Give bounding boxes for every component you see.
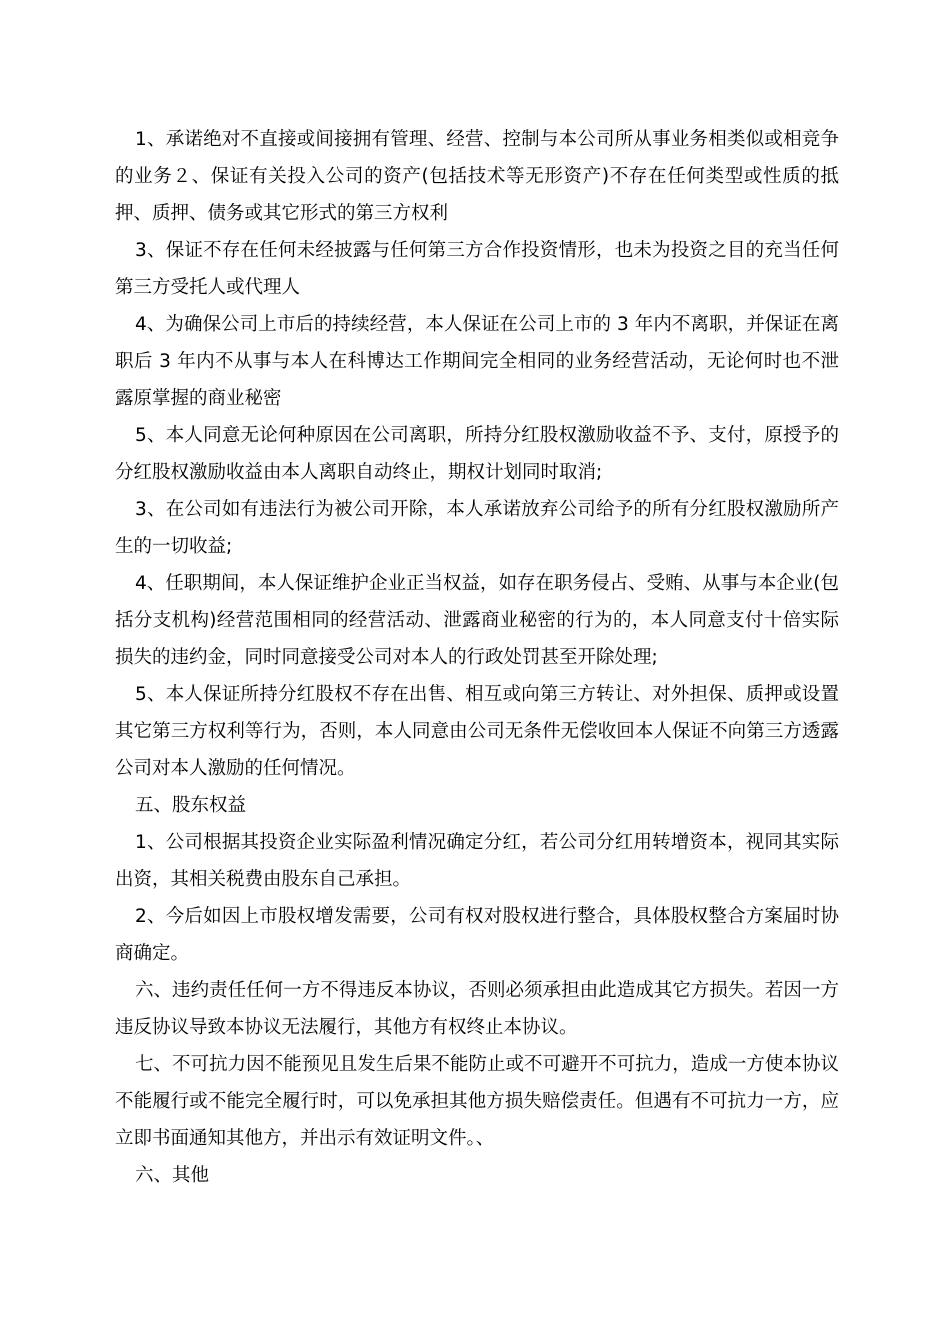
paragraph-share-restriction: 5、本人保证所持分红股权不存在出售、相互或向第三方转让、对外担保、质押或设置其它第三方权利等行为，否则，本人同意由公司无条件无偿收回本人保证不向第三方透露公司对本人激励的任何情况。 xyxy=(115,684,839,779)
paragraph-tenure-duty: 4、任职期间，本人保证维护企业正当权益，如存在职务侵占、受贿、从事与本企业(包括分支机构)经营范围相同的经营活动、泄露商业秘密的行为的，本人同意支付十倍实际损失的违约金，同时同意接受公司对本人的行政处罚甚至开除处理; xyxy=(115,573,839,668)
section-force-majeure: 七、不可抗力因不能预见且发生后果不能防止或不可避开不可抗力，造成一方使本协议不能履行或不能完全履行时，可以免承担其他方损失赔偿责任。但遇有不可抗力一方，应立即书面通知其他方，并出示有效证明文件。、 xyxy=(115,1054,839,1149)
section-breach-liability: 六、违约责任任何一方不得违反本协议，否则必须承担由此造成其它方损失。若因一方违反协议导致本协议无法履行，其他方有权终止本协议。 xyxy=(115,980,839,1038)
paragraph-commitment-1: 1、承诺绝对不直接或间接拥有管理、经营、控制与本公司所从事业务相类似或相竞争的业务２、保证有关投入公司的资产(包括技术等无形资产)不存在任何类型或性质的抵押、质押、债务或其它形式的第三方权利 xyxy=(115,129,839,224)
section-heading-other: 六、其他 xyxy=(135,1165,210,1186)
paragraph-commitment-3: 3、保证不存在任何未经披露与任何第三方合作投资情形，也未为投资之目的充当任何第三方受托人或代理人 xyxy=(115,240,839,298)
paragraph-dividends: 1、公司根据其投资企业实际盈利情况确定分红，若公司分红用转增资本，视同其实际出资，其相关税费由股东自己承担。 xyxy=(115,832,839,890)
paragraph-equity-integration: 2、今后如因上市股权增发需要，公司有权对股权进行整合，具体股权整合方案届时协商确定。 xyxy=(115,906,839,964)
paragraph-commitment-4: 4、为确保公司上市后的持续经营，本人保证在公司上市的 3 年内不离职，并保证在离职后 3 年内不从事与本人在科博达工作期间完全相同的业务经营活动，无论何时也不泄露原掌握的商业秘密 xyxy=(115,314,839,409)
paragraph-commitment-5: 5、本人同意无论何种原因在公司离职，所持分红股权激励收益不予、支付，原授予的分红股权激励收益由本人离职自动终止，期权计划同时取消; xyxy=(115,425,839,483)
document-body xyxy=(115,121,839,1194)
section-heading-shareholder-rights: 五、股东权益 xyxy=(135,795,247,816)
paragraph-dismissal: 3、在公司如有违法行为被公司开除，本人承诺放弃公司给予的所有分红股权激励所产生的一切收益; xyxy=(115,499,839,557)
